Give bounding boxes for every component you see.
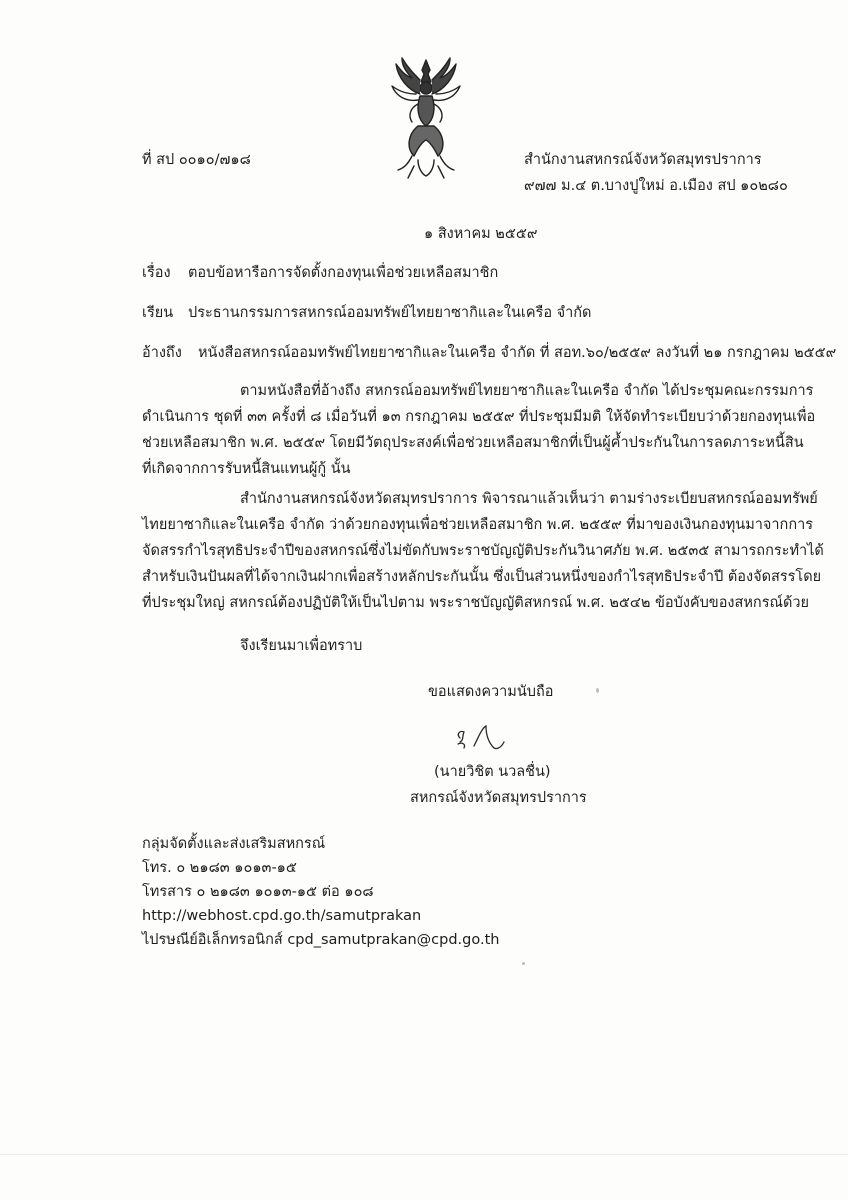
scan-speck — [596, 688, 599, 693]
garuda-emblem-icon — [388, 56, 464, 180]
recipient-label: เรียน — [142, 305, 174, 321]
subject-label: เรื่อง — [142, 265, 171, 281]
reference-label: อ้างถึง — [142, 345, 182, 361]
footer-department: กลุ่มจัดตั้งและส่งเสริมสหกรณ์ — [142, 836, 326, 852]
salutation: ขอแสดงความนับถือ — [428, 684, 554, 700]
paragraph-line: ตามหนังสือที่อ้างถึง สหกรณ์ออมทรัพย์ไทยยาซากิและในเครือ จำกัด ได้ประชุมคณะกรรมการ — [240, 383, 814, 399]
footer-phone: โทร. ๐ ๒๑๘๓ ๑๐๑๓-๑๕ — [142, 860, 297, 876]
closing-line: จึงเรียนมาเพื่อทราบ — [240, 638, 363, 654]
paragraph-line: ดำเนินการ ชุดที่ ๓๓ ครั้งที่ ๘ เมื่อวันที่ ๑๓ กรกฎาคม ๒๕๕๙ ที่ประชุมมีมติ ให้จัดทำระเบียบว่าด้วยกองทุนเพื่อ — [142, 409, 816, 425]
signatory-name: (นายวิชิต นวลชื่น) — [434, 764, 551, 780]
footer-fax: โทรสาร ๐ ๒๑๘๓ ๑๐๑๓-๑๕ ต่อ ๑๐๘ — [142, 884, 374, 900]
paragraph-line: ช่วยเหลือสมาชิก พ.ศ. ๒๕๕๙ โดยมีวัตถุประสงค์เพื่อช่วยเหลือสมาชิกที่เป็นผู้ค้ำประกันในการลดภาระหนี้สิน — [142, 435, 804, 451]
paragraph-line: ที่เกิดจากการรับหนี้สินแทนผู้กู้ นั้น — [142, 461, 351, 477]
recipient-text: ประธานกรรมการสหกรณ์ออมทรัพย์ไทยยาซากิและในเครือ จำกัด — [188, 305, 592, 321]
scan-edge-line — [0, 1154, 848, 1155]
paragraph-line: สำหรับเงินปันผลที่ได้จากเงินฝากเพื่อสร้างหลักประกันนั้น ซึ่งเป็นส่วนหนึ่งของกำไรสุทธิประจำปี ต้องจัดสรรโดย — [142, 569, 822, 585]
reference-text: หนังสือสหกรณ์ออมทรัพย์ไทยยาซากิและในเครือ จำกัด ที่ สอท.๖๐/๒๕๕๙ ลงวันที่ ๒๑ กรกฎาคม ๒๕๕๙ — [198, 345, 837, 361]
paragraph-line: ไทยยาซากิและในเครือ จำกัด ว่าด้วยกองทุนเพื่อช่วยเหลือสมาชิก พ.ศ. ๒๕๕๙ ที่มาของเงินกองทุนมาจากการ — [142, 517, 814, 533]
document-number: ที่ สป ๐๐๑๐/๗๑๘ — [142, 152, 251, 168]
document-date: ๑ สิงหาคม ๒๕๕๙ — [424, 226, 538, 242]
footer-email: ไปรษณีย์อิเล็กทรอนิกส์ cpd_samutprakan@cpd.go.th — [142, 932, 500, 948]
signatory-position: สหกรณ์จังหวัดสมุทรปราการ — [410, 790, 587, 806]
body-paragraph-2 — [142, 486, 824, 616]
scan-speck — [522, 962, 525, 965]
subject-text: ตอบข้อหารือการจัดตั้งกองทุนเพื่อช่วยเหลือสมาชิก — [188, 265, 499, 281]
handwritten-signature-icon — [452, 720, 512, 754]
office-address: ๙๗๗ ม.๔ ต.บางปูใหม่ อ.เมือง สป ๑๐๒๘๐ — [524, 178, 788, 194]
paragraph-line: สำนักงานสหกรณ์จังหวัดสมุทรปราการ พิจารณาแล้วเห็นว่า ตามร่างระเบียบสหกรณ์ออมทรัพย์ — [240, 491, 818, 507]
footer-website: http://webhost.cpd.go.th/samutprakan — [142, 908, 422, 924]
paragraph-line: ที่ประชุมใหญ่ สหกรณ์ต้องปฏิบัติให้เป็นไปตาม พระราชบัญญัติสหกรณ์ พ.ศ. ๒๕๔๒ ข้อบังคับของสหกรณ์ด้วย — [142, 595, 809, 611]
office-name: สำนักงานสหกรณ์จังหวัดสมุทรปราการ — [524, 152, 762, 168]
body-paragraph-1 — [142, 378, 816, 482]
paragraph-line: จัดสรรกำไรสุทธิประจำปีของสหกรณ์ซึ่งไม่ขัดกับพระราชบัญญัติประกันวินาศภัย พ.ศ. ๒๕๓๕ สามารถกระทำได้ — [142, 543, 824, 559]
